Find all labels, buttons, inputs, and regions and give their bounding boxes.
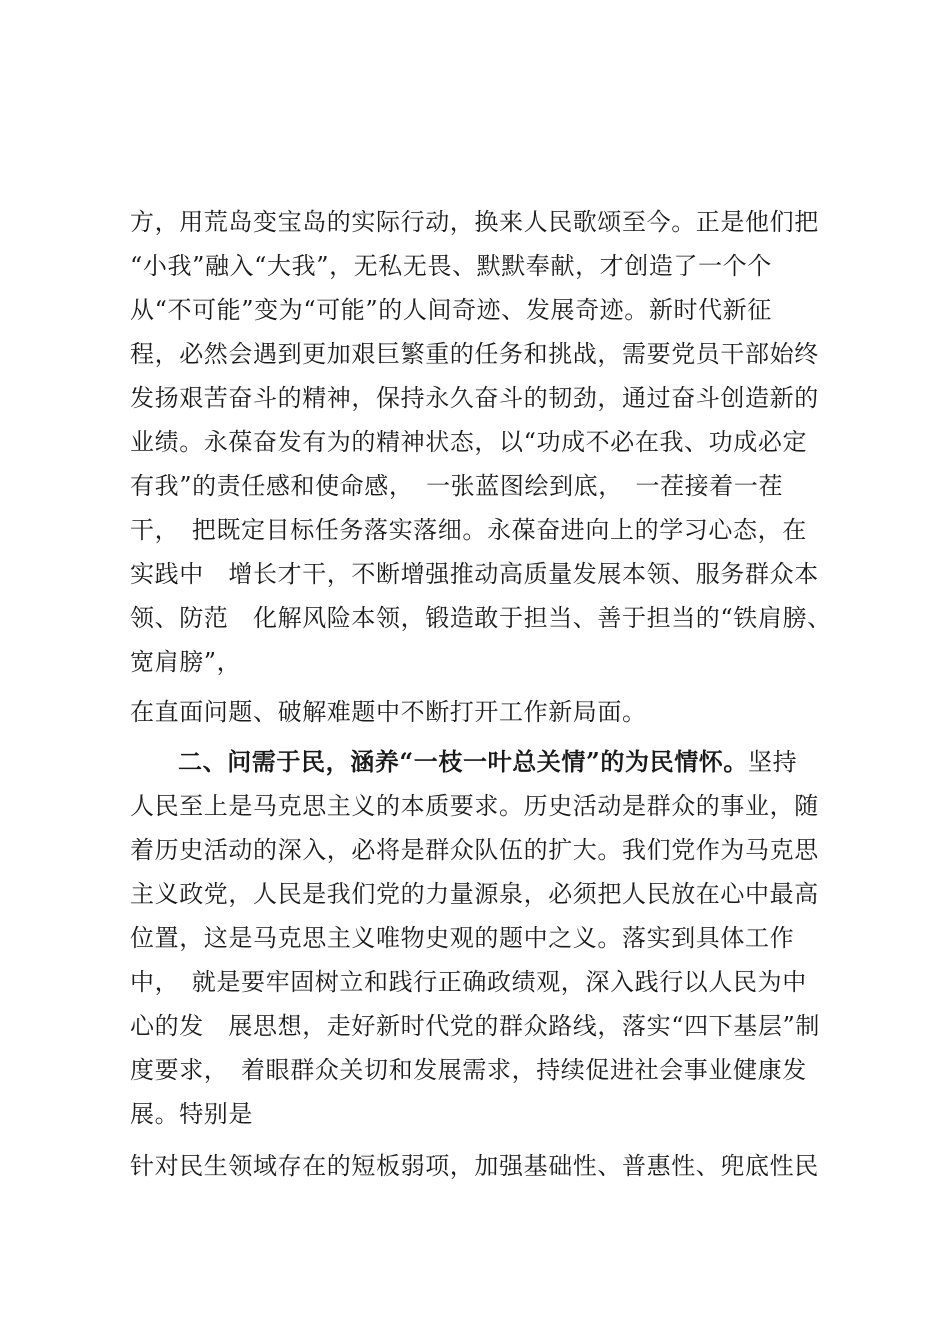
body-line: 干， 把既定目标任务落实落细。永葆奋进向上的学习心态，在 (130, 516, 807, 544)
body-line: 业绩。永葆奋发有为的精神状态，以“功成不必在我、功成必定 (130, 428, 808, 456)
body-line: 心的发 展思想，走好新时代党的群众路线，落实“四下基层”制 (130, 1012, 820, 1040)
body-line: 发扬艰苦奋斗的精神，保持永久奋斗的韧劲，通过奋斗创造新的 (130, 384, 819, 412)
body-line: 程，必然会遇到更加艰巨繁重的任务和挑战，需要党员干部始终 (130, 340, 819, 368)
body-line: 方，用荒岛变宝岛的实际行动，换来人民歌颂至今。正是他们把 (130, 208, 819, 236)
body-line: 在直面问题、破解难题中不断打开工作新局面。 (130, 698, 647, 726)
body-line: 宽肩膀”， (130, 648, 242, 676)
body-line: 度要求， 着眼群众关切和发展需求，持续促进社会事业健康发 (130, 1056, 807, 1084)
heading-line-rest: 坚持 (748, 748, 798, 776)
body-line: 实践中 增长才干，不断增强推动高质量发展本领、服务群众本 (130, 560, 819, 588)
body-line: 从“不可能”变为“可能”的人间奇迹、发展奇迹。新时代新征 (130, 296, 772, 324)
body-line: 领、防范 化解风险本领，锻造敢于担当、善于担当的“铁肩膀、 (130, 604, 832, 632)
body-line: 位置，这是马克思主义唯物史观的题中之义。落实到具体工作 (130, 924, 795, 952)
body-line: 主义政党，人民是我们党的力量源泉，必须把人民放在心中最高 (130, 880, 819, 908)
section-heading-line (178, 747, 840, 777)
body-line: 针对民生领域存在的短板弱项，加强基础性、普惠性、兜底性民 (130, 1152, 819, 1180)
body-line: 有我”的责任感和使命感， 一张蓝图绘到底， 一茬接着一茬 (130, 472, 784, 500)
section-heading: 二、问需于民，涵养“一枝一叶总关情”的为民情怀。 (178, 747, 749, 776)
body-line: 人民至上是马克思主义的本质要求。历史活动是群众的事业，随 (130, 792, 819, 820)
body-line: 着历史活动的深入，必将是群众队伍的扩大。我们党作为马克思 (130, 836, 819, 864)
body-line: 中， 就是要牢固树立和践行正确政绩观，深入践行以人民为中 (130, 968, 807, 996)
body-line: 展。特别是 (130, 1100, 253, 1128)
body-line: “小我”融入“大我”，无私无畏、默默奉献，才创造了一个个 (130, 252, 772, 280)
